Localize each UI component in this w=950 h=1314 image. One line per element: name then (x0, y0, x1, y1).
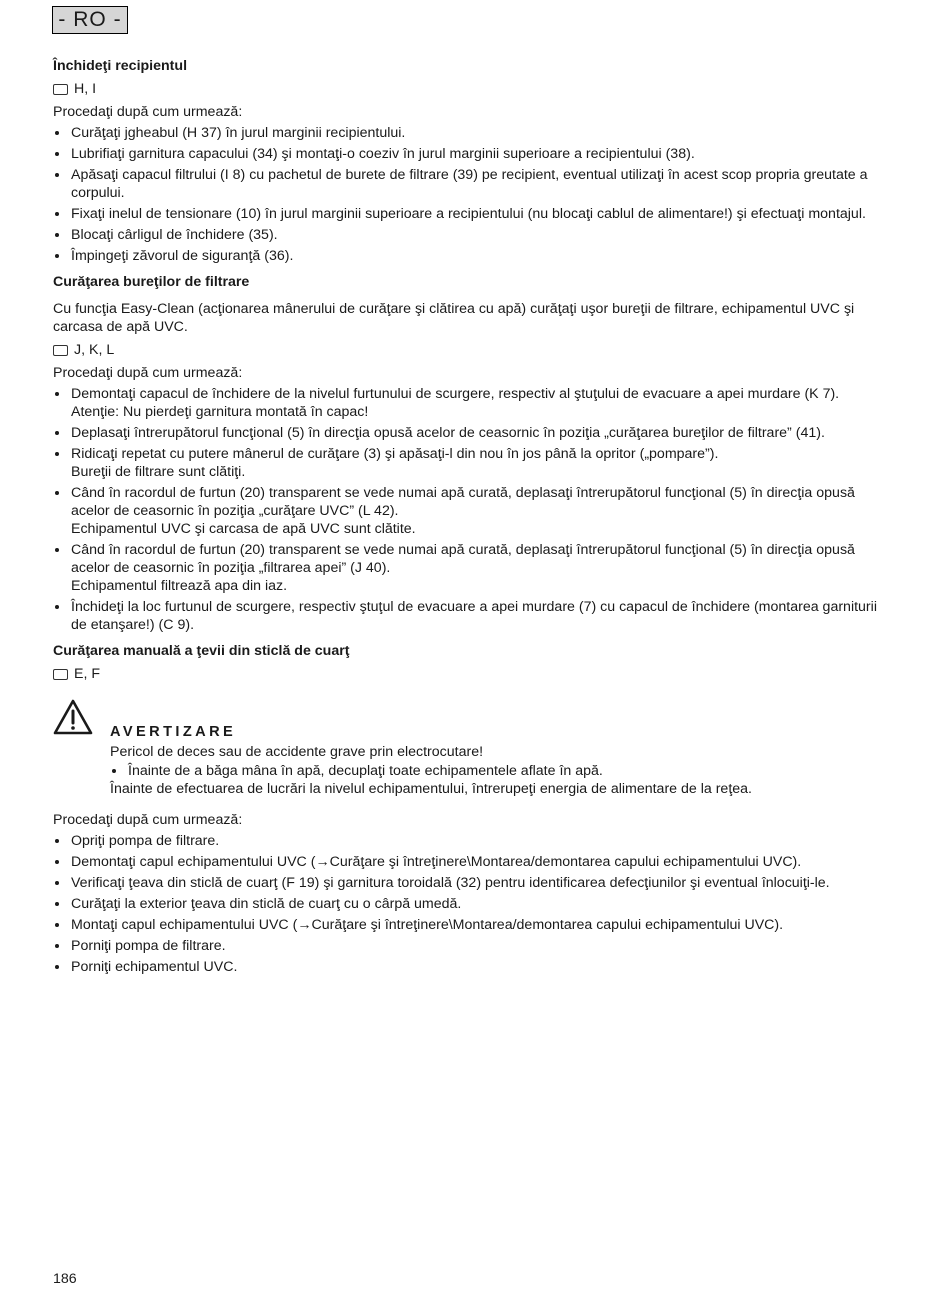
page-content (53, 57, 885, 979)
step-text: Închideţi la loc furtunul de scurgere, respectiv ştuţul de evacuare a apei murdare (7) cu capacul de închidere (montarea garniturii de etanşare!) (C 9). (71, 599, 877, 633)
step-item (53, 916, 885, 934)
step-text: Opriţi pompa de filtrare. (71, 833, 220, 849)
section-description: Cu funcţia Easy-Clean (acţionarea mânerului de curăţare şi clătirea cu apă) curăţaţi uşor bureţii de filtrare, echipamentul UVC şi carcasa de apă UVC. (53, 301, 855, 335)
step-result: Echipamentul filtrează apa din iaz. (71, 578, 288, 594)
procedure-intro: Procedaţi după cum urmează: (53, 365, 243, 381)
step-result: Bureţii de filtrare sunt clătiţi. (71, 464, 246, 480)
step-text: Când în racordul de furtun (20) transparent se vede numai apă curată, deplasaţi întrerupătorul funcţional (5) în direcţia opusă acelor de ceasornic în poziţia „filtrarea apei” (J 40). (71, 542, 855, 576)
language-tag: - RO - (52, 6, 128, 34)
step-item (53, 541, 885, 595)
step-item (53, 832, 885, 850)
step-item (53, 937, 885, 955)
step-item (53, 226, 885, 244)
step-item (53, 874, 885, 892)
figure-icon (53, 345, 68, 356)
step-item (53, 145, 885, 163)
page-number: 186 (53, 1271, 77, 1287)
step-item (53, 598, 885, 634)
warning-block (53, 697, 885, 802)
step-list (53, 124, 885, 265)
section-heading: Curăţarea bureţilor de filtrare (53, 274, 250, 290)
step-item (53, 385, 885, 421)
step-text: Porniţi pompa de filtrare. (71, 938, 226, 954)
step-text: Ridicaţi repetat cu putere mânerul de curăţare (3) şi apăsaţi-l din nou în jos până la opritor („pompare”). (71, 446, 719, 462)
section-heading: Curăţarea manuală a ţevii din sticlă de cuarţ (53, 643, 350, 659)
step-item (53, 445, 885, 481)
warning-bullet-continuation: Înainte de efectuarea de lucrări la nivelul echipamentului, întrerupeţi energia de alimentare de la reţea. (110, 781, 752, 797)
step-item (53, 853, 885, 871)
figure-reference (53, 80, 885, 98)
step-item (53, 247, 885, 265)
figure-reference-label: H, I (74, 81, 97, 97)
step-text: Verificaţi ţeava din sticlă de cuarţ (F 19) şi garnitura toroidală (32) pentru identificarea defecţiunilor şi eventual înlocuiţi-le. (71, 875, 830, 891)
step-text: Împingeţi zăvorul de siguranţă (36). (71, 248, 294, 264)
warning-bullet: Înainte de a băga mâna în apă, decuplaţi toate echipamentele aflate în apă. (110, 762, 870, 780)
figure-reference-label: E, F (74, 666, 101, 682)
step-item (53, 895, 885, 913)
step-text: Demontaţi capacul de închidere de la nivelul furtunului de scurgere, respectiv al ştuţului de evacuare a apei murdare (K 7). Atenţie: Nu pierdeţi garnitura montată în capac! (71, 386, 840, 420)
step-text: Când în racordul de furtun (20) transparent se vede numai apă curată, deplasaţi întrerupătorul funcţional (5) în direcţia opusă acelor de ceasornic în poziţia „curăţare UVC” (L 42). (71, 485, 855, 519)
warning-triangle-icon (53, 699, 93, 735)
step-item (53, 166, 885, 202)
step-result: Echipamentul UVC şi carcasa de apă UVC sunt clătite. (71, 521, 416, 537)
procedure-intro: Procedaţi după cum urmează: (53, 104, 243, 120)
section-heading: Închideţi recipientul (53, 58, 188, 74)
step-text: Apăsaţi capacul filtrului (I 8) cu pachetul de burete de filtrare (39) pe recipient, eventual utilizaţi în acest scop propria greutate a corpului. (71, 167, 868, 201)
step-text: Curăţaţi jgheabul (H 37) în jurul marginii recipientului. (71, 125, 406, 141)
step-list (53, 832, 885, 976)
warning-title: AVERTIZARE (110, 724, 237, 740)
step-text: Fixaţi inelul de tensionare (10) în jurul marginii superioare a recipientului (nu blocaţi cablul de alimentare!) şi efectuaţi montajul. (71, 206, 866, 222)
step-item (53, 205, 885, 223)
step-text: Montaţi capul echipamentului UVC (→Curăţare şi întreţinere\Montarea/demontarea capului echipamentului UVC). (71, 917, 784, 933)
figure-reference-label: J, K, L (74, 342, 115, 358)
figure-reference (53, 341, 885, 359)
step-item (53, 424, 885, 442)
step-item (53, 124, 885, 142)
figure-icon (53, 84, 68, 95)
step-item (53, 484, 885, 538)
step-text: Porniţi echipamentul UVC. (71, 959, 238, 975)
step-text: Demontaţi capul echipamentului UVC (→Curăţare şi întreţinere\Montarea/demontarea capului echipamentului UVC). (71, 854, 802, 870)
step-text: Deplasaţi întrerupătorul funcţional (5) în direcţia opusă acelor de ceasornic în poziţia „curăţarea bureţilor de filtrare” (41). (71, 425, 825, 441)
step-text: Curăţaţi la exterior ţeava din sticlă de cuarţ cu o cârpă umedă. (71, 896, 462, 912)
procedure-intro: Procedaţi după cum urmează: (53, 812, 243, 828)
figure-reference (53, 665, 885, 683)
step-item (53, 958, 885, 976)
figure-icon (53, 669, 68, 680)
warning-text: Pericol de deces sau de accidente grave prin electrocutare! (110, 744, 484, 760)
step-list (53, 385, 885, 634)
step-text: Lubrifiaţi garnitura capacului (34) şi montaţi-o coeziv în jurul marginii superioare a recipientului (38). (71, 146, 695, 162)
step-text: Blocaţi cârligul de închidere (35). (71, 227, 278, 243)
